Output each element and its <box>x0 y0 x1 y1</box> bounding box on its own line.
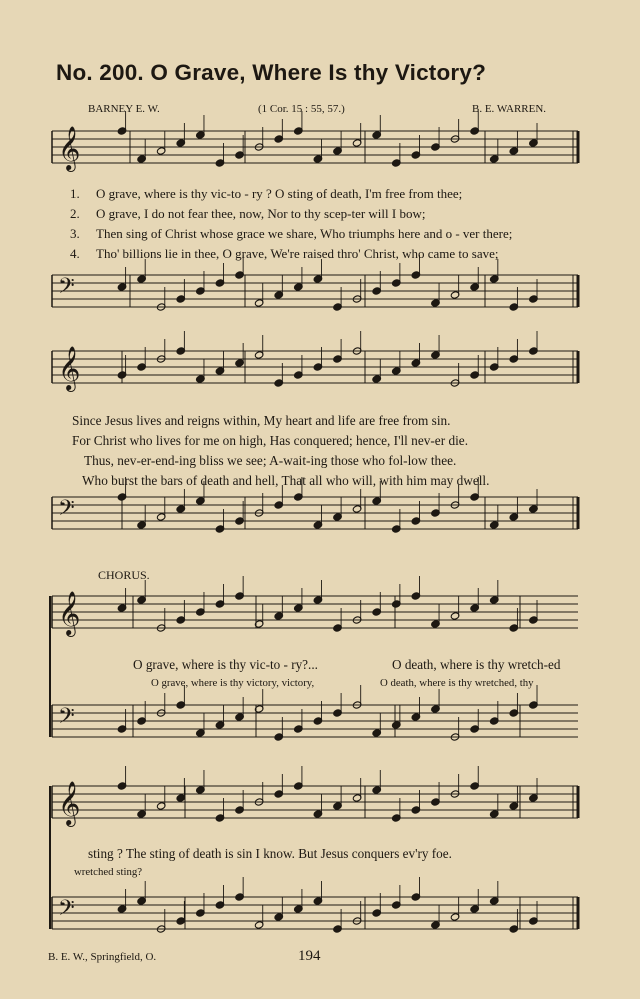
verse-2: 2. O grave, I do not fear thee, now, Nor to thy scep-ter will I bow; <box>70 206 426 221</box>
refrain-line-2: For Christ who lives for me on high, Has conquered; hence, I'll nev-er die. <box>72 433 469 448</box>
chorus-label: CHORUS. <box>98 568 150 582</box>
page-number: 194 <box>298 948 321 964</box>
hymn-title: No. 200. O Grave, Where Is thy Victory? <box>56 60 487 85</box>
publisher-footer: B. E. W., Springfield, O. <box>48 951 157 963</box>
bass-clef-icon: 𝄢 <box>58 274 75 304</box>
bass-clef-icon: 𝄢 <box>58 704 75 734</box>
chorus-lyric-main-b: O death, where is thy wretch-ed <box>392 657 561 672</box>
treble-clef-icon: 𝄞 <box>58 591 81 635</box>
verse-1: 1. O grave, where is thy vic-to - ry ? O sting of death, I'm free from thee; <box>70 186 463 201</box>
chorus-lyric-small-a: O grave, where is thy victory, victory, <box>151 677 315 689</box>
staff-lines <box>50 131 578 929</box>
refrain-line-3: Thus, nev-er-end-ing bliss we see; A-wait-ing those who fol-low thee. <box>84 453 457 468</box>
treble-clef-icon: 𝄞 <box>58 781 81 825</box>
refrain-line-4: Who burst the bars of death and hell, That all who will, with him may dwell. <box>82 473 490 488</box>
treble-clef-icon: 𝄞 <box>58 126 81 170</box>
verse-3: 3. Then sing of Christ whose grace we share, Who triumphs here and o - ver there; <box>70 226 513 241</box>
bass-clef-icon: 𝄢 <box>58 896 75 926</box>
music-credit: B. E. WARREN. <box>472 103 547 115</box>
refrain-line-1: Since Jesus lives and reigns within, My heart and life are free from sin. <box>72 413 451 428</box>
bass-clef-icon: 𝄢 <box>58 496 75 526</box>
treble-clef-icon: 𝄞 <box>58 346 81 390</box>
words-credit: BARNEY E. W. <box>88 103 160 115</box>
chorus-lyric-line2-small: wretched sting? <box>74 866 143 878</box>
chorus-lyric-main-a: O grave, where is thy vic-to - ry?... <box>133 657 318 672</box>
clef-symbols <box>58 126 80 926</box>
chorus-lyric-line2: sting ? The sting of death is sin I know. But Jesus conquers ev'ry foe. <box>88 846 452 861</box>
verse-4: 4. Tho' billions lie in thee, O grave, We're raised thro' Christ, who came to save; <box>70 246 499 261</box>
scripture-reference: (1 Cor. 15 : 55, 57.) <box>258 103 345 115</box>
chorus-lyric-small-b: O death, where is thy wretched, thy <box>380 677 534 689</box>
